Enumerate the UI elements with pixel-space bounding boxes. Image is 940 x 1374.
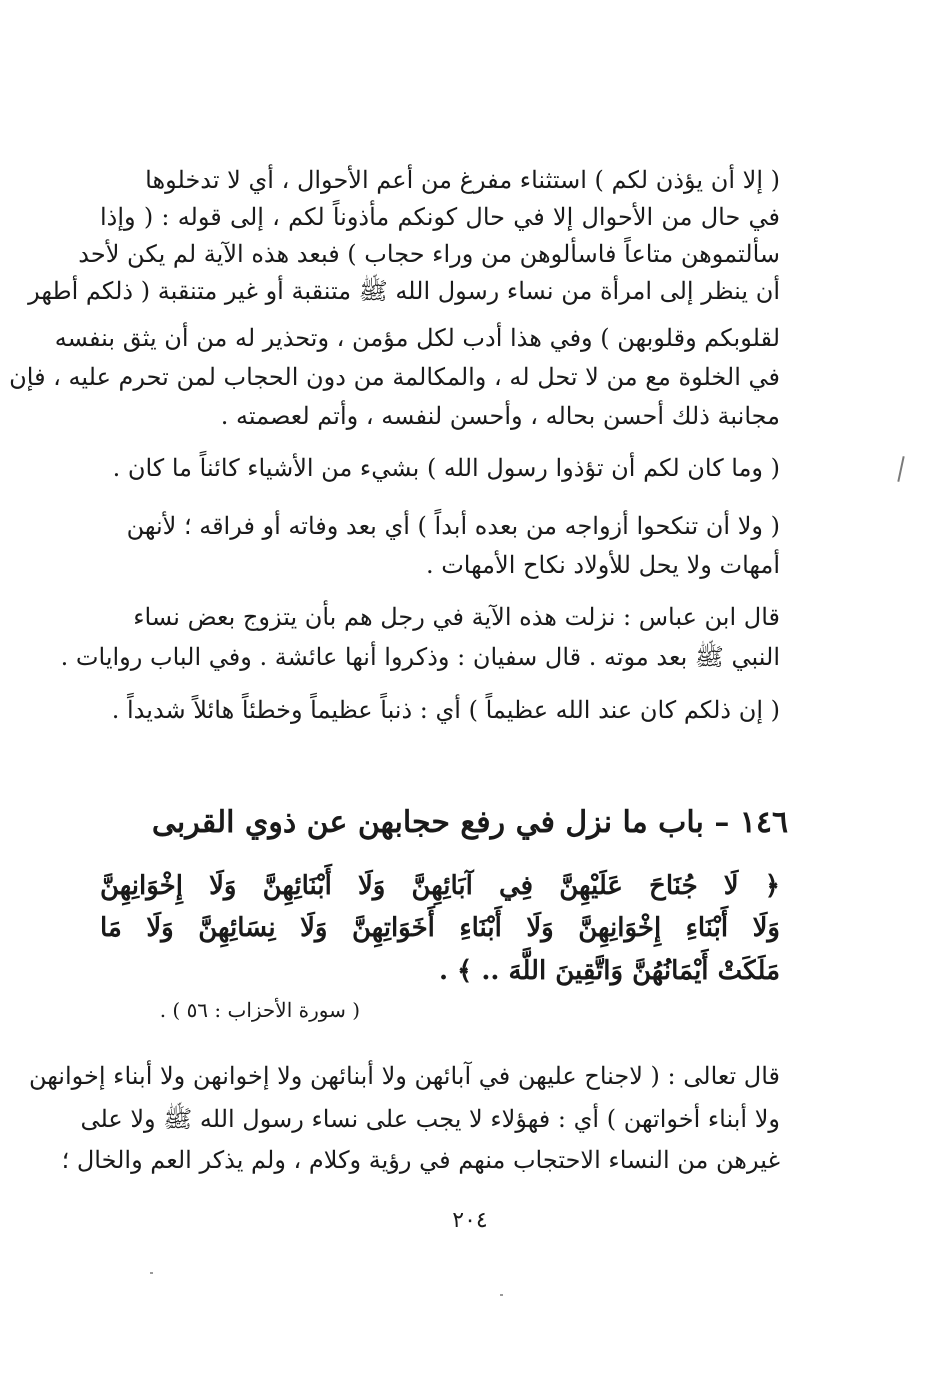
commentary-line-3: غيرهن من النساء الاحتجاب منهم في رؤية وكلام ، ولم يذكر العم والخال ؛ <box>61 1146 780 1174</box>
paragraph-4-line-1: قال ابن عباس : نزلت هذه الآية في رجل هم بأن يتزوج بعض نساء <box>133 603 780 631</box>
surah-reference: ( سورة الأحزاب : ٥٦ ) . <box>159 998 360 1022</box>
margin-pencil-mark <box>897 456 904 482</box>
paragraph-1-line-2: في حال من الأحوال إلا في حال كونكم مأذوناً لكم ، إلى قوله : ( وإذا <box>100 203 780 231</box>
verse-line-1: ﴿ لَا جُنَاحَ عَلَيْهِنَّ فِي آبَائِهِنَّ وَلَا أَبْنَائِهِنَّ وَلَا إِخْوَانِهِنَّ <box>100 871 780 901</box>
commentary-line-2: ولا أبناء أخواتهن ) أي : فهؤلاء لا يجب على نساء رسول الله ﷺ ولا على <box>80 1105 780 1133</box>
paragraph-1-line-3: سألتموهن متاعاً فاسألوهن من وراء حجاب ) فبعد هذه الآية لم يكن لأحد <box>78 240 780 268</box>
paragraph-4-line-2: النبي ﷺ بعد موته . قال سفيان : وذكروا أنها عائشة . وفي الباب روايات . <box>60 643 780 671</box>
paragraph-1-line-4: أن ينظر إلى امرأة من نساء رسول الله ﷺ متنقبة أو غير متنقبة ( ذلكم أطهر <box>28 277 780 305</box>
paragraph-3-line-1: ( ولا أن تنكحوا أزواجه من بعده أبداً ) أي بعد وفاته أو فراقه ؛ لأنهن <box>126 512 780 540</box>
paragraph-1-line-6: في الخلوة مع من لا تحل له ، والمكالمة من دون الحجاب لمن تحرم عليه ، فإن <box>9 363 780 391</box>
verse-line-2: وَلَا أَبْنَاءِ إِخْوَانِهِنَّ وَلَا أَبْنَاءِ أَخَوَاتِهِنَّ وَلَا نِسَائِهِنَّ وَلَا مَا <box>100 913 780 943</box>
scan-speck <box>500 1294 503 1296</box>
paragraph-2-line-1: ( وما كان لكم أن تؤذوا رسول الله ) بشيء من الأشياء كائناً ما كان . <box>112 454 780 482</box>
page-number: ٢٠٤ <box>452 1208 488 1233</box>
verse-line-3: مَلَكَتْ أَيْمَانُهُنَّ وَاتَّقِينَ اللَّهَ .. ﴾ . <box>438 956 780 986</box>
paragraph-3-line-2: أمهات ولا يحل للأولاد نكاح الأمهات . <box>425 551 780 579</box>
paragraph-1-line-5: لقلوبكم وقلوبهن ) وفي هذا أدب لكل مؤمن ، وتحذير له من أن يثق بنفسه <box>54 324 780 352</box>
paragraph-1-line-1: ( إلا أن يؤذن لكم ) استثناء مفرغ من أعم الأحوال ، أي لا تدخلوها <box>145 166 780 194</box>
commentary-line-1: قال تعالى : ( لاجناح عليهن في آبائهن ولا أبنائهن ولا إخوانهن ولا أبناء إخوانهن <box>28 1062 780 1090</box>
paragraph-1-line-7: مجانبة ذلك أحسن بحاله ، وأحسن لنفسه ، وأتم لعصمته . <box>220 402 780 430</box>
section-heading: ١٤٦ – باب ما نزل في رفع حجابهن عن ذوي القربى <box>151 805 789 840</box>
scan-speck <box>150 1272 153 1274</box>
paragraph-5-line-1: ( إن ذلكم كان عند الله عظيماً ) أي : ذنباً عظيماً وخطئاً هائلاً شديداً . <box>111 696 780 724</box>
